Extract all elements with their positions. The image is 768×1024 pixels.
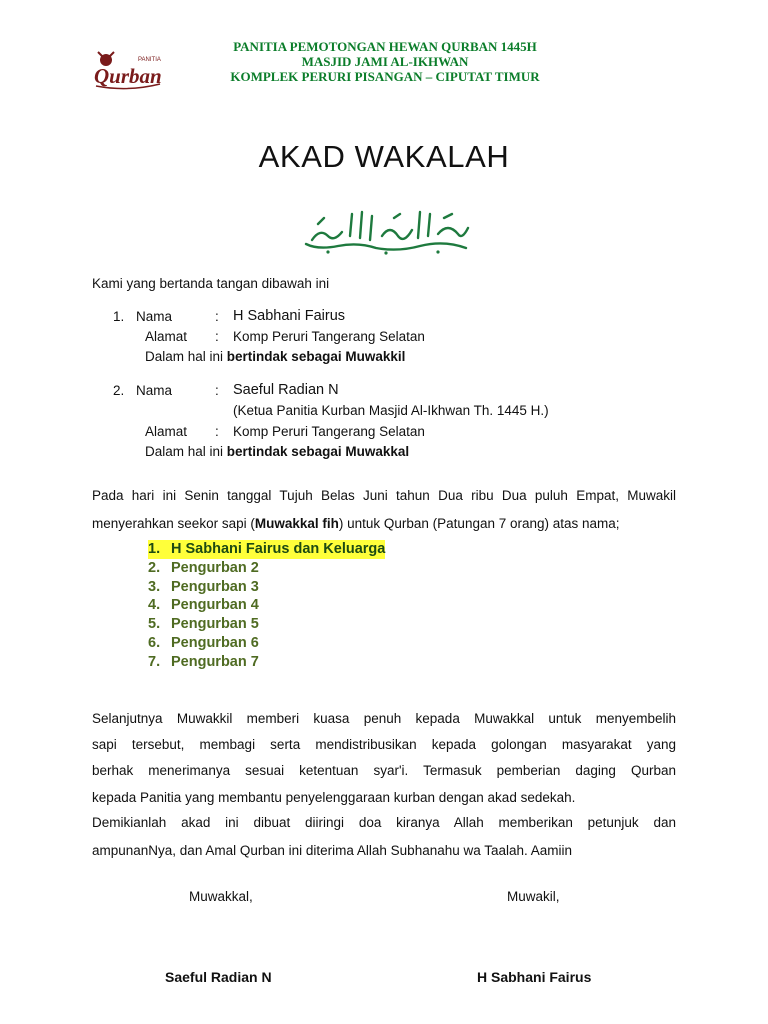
- list-number: 4.: [148, 597, 161, 614]
- party2-colon: :: [215, 383, 219, 398]
- participant-name: Pengurban 3: [171, 578, 259, 595]
- party1-colon: :: [215, 309, 219, 324]
- statement-line-1: Pada hari ini Senin tanggal Tujuh Belas Juni tahun Dua ribu Dua puluh Empat, Muwakil: [92, 488, 676, 503]
- participant-list: [148, 540, 385, 672]
- role-text: bertindak sebagai Muwakkal: [226, 444, 410, 459]
- statement-part-a: menyerahkan seekor sapi (: [92, 516, 255, 531]
- statement-muwakkal-fih: Muwakkal fih: [254, 516, 339, 531]
- party1-address: Komp Peruri Tangerang Selatan: [233, 329, 425, 344]
- party2-note: (Ketua Panitia Kurban Masjid Al-Ikhwan Th. 1445 H.): [233, 403, 549, 418]
- statement-line-2: [92, 514, 620, 534]
- body-line-6: ampunanNya, dan Amal Qurban ini diterima Allah Subhanahu wa Taalah. Aamiin: [92, 843, 573, 858]
- basmala-calligraphy: [298, 206, 473, 256]
- body-line-4: kepada Panitia yang membantu penyelenggaraan kurban dengan akad sedekah.: [92, 790, 576, 805]
- party1-address-label: Alamat: [145, 329, 188, 344]
- participant-name: Pengurban 2: [171, 559, 259, 576]
- list-number: 2.: [148, 559, 161, 576]
- list-number: 6.: [148, 634, 161, 651]
- participant-name: Pengurban 7: [171, 653, 259, 670]
- signature-label-muwakkal: Muwakkal,: [189, 889, 253, 904]
- body-line-1: Selanjutnya Muwakkil memberi kuasa penuh kepada Muwakkal untuk menyembelih: [92, 711, 676, 726]
- party2-name: Saeful Radian N: [233, 382, 339, 398]
- list-item: [148, 559, 385, 578]
- party2-number: 2.: [113, 383, 125, 398]
- logo-text: Qurban: [94, 64, 162, 88]
- list-item: [148, 578, 385, 597]
- statement-part-c: ) untuk Qurban (Patungan 7 orang) atas nama;: [338, 516, 620, 531]
- party1-number: 1.: [113, 309, 125, 324]
- party2-name-label: Nama: [136, 383, 173, 398]
- list-item: [148, 540, 385, 559]
- party2-address: Komp Peruri Tangerang Selatan: [233, 424, 425, 439]
- participant-name: Pengurban 6: [171, 634, 259, 651]
- org-line-3: KOMPLEK PERURI PISANGAN – CIPUTAT TIMUR: [230, 69, 540, 84]
- organization-header: [150, 39, 620, 84]
- list-item: [148, 653, 385, 672]
- list-number: 5.: [148, 616, 161, 633]
- role-prefix: Dalam hal ini: [145, 444, 227, 459]
- org-line-2: MASJID JAMI AL-IKHWAN: [301, 54, 469, 69]
- document-title: AKAD WAKALAH: [258, 139, 510, 174]
- party2-role: [145, 442, 409, 462]
- role-text: bertindak sebagai Muwakkil: [226, 349, 406, 364]
- party2-address-label: Alamat: [145, 424, 188, 439]
- list-item: [148, 596, 385, 615]
- signature-name-muwakil: H Sabhani Fairus: [477, 969, 592, 985]
- party1-colon-2: :: [215, 329, 219, 344]
- participant-name: H Sabhani Fairus dan Keluarga: [171, 541, 386, 557]
- list-item: [148, 634, 385, 653]
- party2-colon-2: :: [215, 424, 219, 439]
- list-number: 3.: [148, 578, 161, 595]
- party1-name: H Sabhani Fairus: [233, 308, 346, 324]
- list-number: 7.: [148, 653, 161, 670]
- body-line-3: berhak menerimanya sesuai ketentuan syar'i. Termasuk pemberian daging Qurban: [92, 763, 676, 778]
- party1-name-label: Nama: [136, 309, 173, 324]
- intro-text: Kami yang bertanda tangan dibawah ini: [92, 276, 330, 291]
- list-item: [148, 615, 385, 634]
- signature-name-muwakkal: Saeful Radian N: [165, 969, 272, 985]
- list-number: 1.: [148, 540, 171, 559]
- org-line-1: PANITIA PEMOTONGAN HEWAN QURBAN 1445H: [233, 39, 537, 54]
- body-line-2: sapi tersebut, membagi serta mendistribusikan kepada golongan masyarakat yang: [92, 737, 676, 752]
- party1-role: [145, 347, 405, 367]
- participant-name: Pengurban 4: [171, 597, 259, 614]
- logo-small-text: PANITIA: [138, 57, 161, 63]
- body-line-5: Demikianlah akad ini dibuat diiringi doa kiranya Allah memberikan petunjuk dan: [92, 815, 676, 830]
- signature-label-muwakil: Muwakil,: [507, 889, 560, 904]
- participant-name: Pengurban 5: [171, 616, 259, 633]
- role-prefix: Dalam hal ini: [145, 349, 227, 364]
